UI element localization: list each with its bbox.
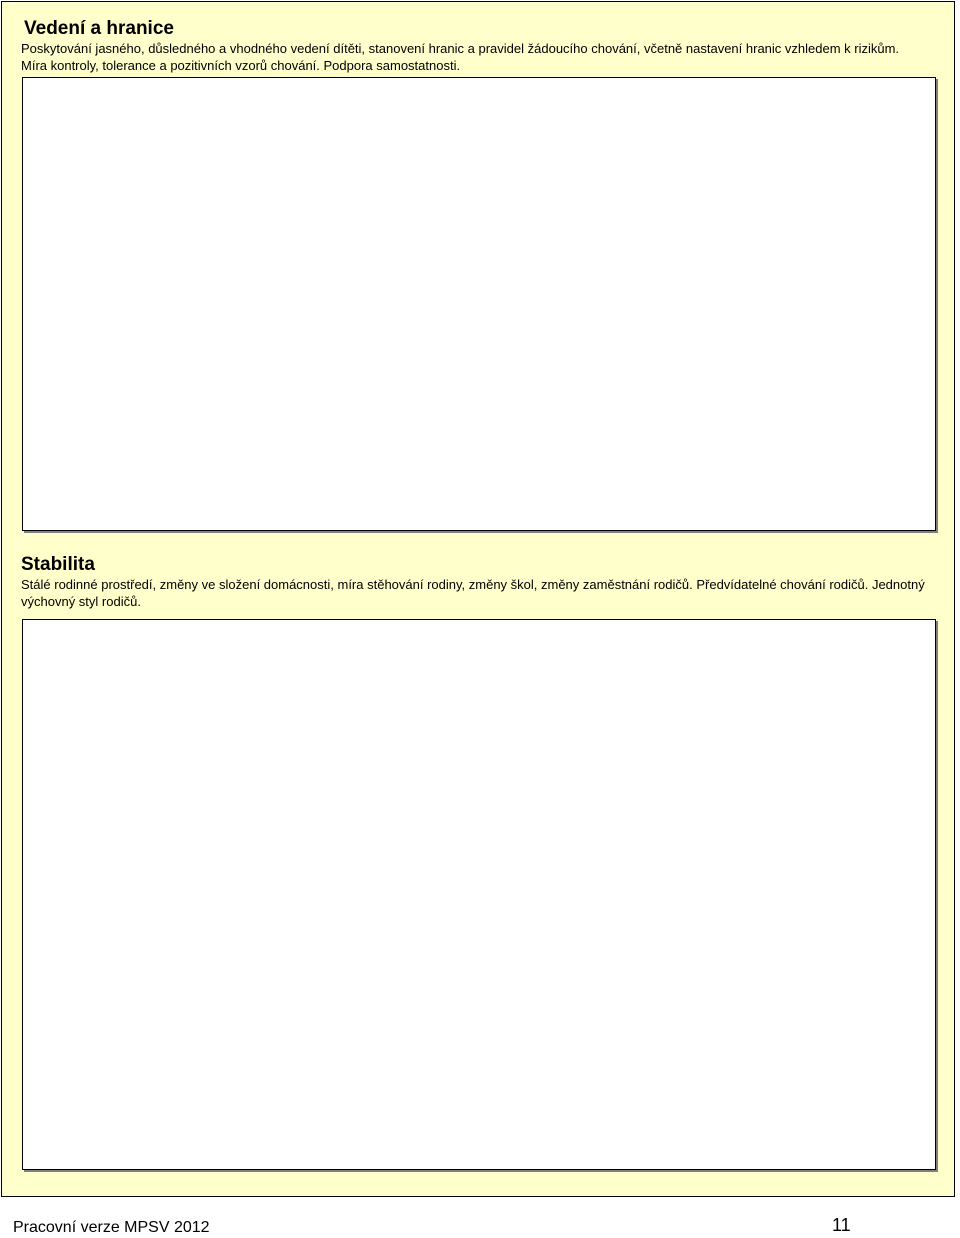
footer-version: Pracovní verze MPSV 2012: [13, 1219, 210, 1236]
section-title-stabilita: Stabilita: [21, 554, 95, 575]
section-description-vedeni-a-hranice: Poskytování jasného, důsledného a vhodného vedení dítěti, stanovení hranic a pravidel žádoucího chování, včetně nastavení hranic vzhledem k rizikům. Míra kontroly, tolerance a pozitivních vzorů chování. Podpora samostatnosti.: [21, 41, 900, 73]
section-title-vedeni-a-hranice: Vedení a hranice: [24, 18, 174, 39]
page-number: 11: [832, 1215, 851, 1235]
answer-box-stabilita[interactable]: [22, 619, 936, 1170]
section-description-stabilita: Stálé rodinné prostředí, změny ve složení domácnosti, míra stěhování rodiny, změny škol, změny zaměstnání rodičů. Předvídatelné chování rodičů. Jednotný výchovný styl rodičů.: [21, 577, 925, 609]
answer-box-vedeni-a-hranice[interactable]: [22, 77, 936, 531]
